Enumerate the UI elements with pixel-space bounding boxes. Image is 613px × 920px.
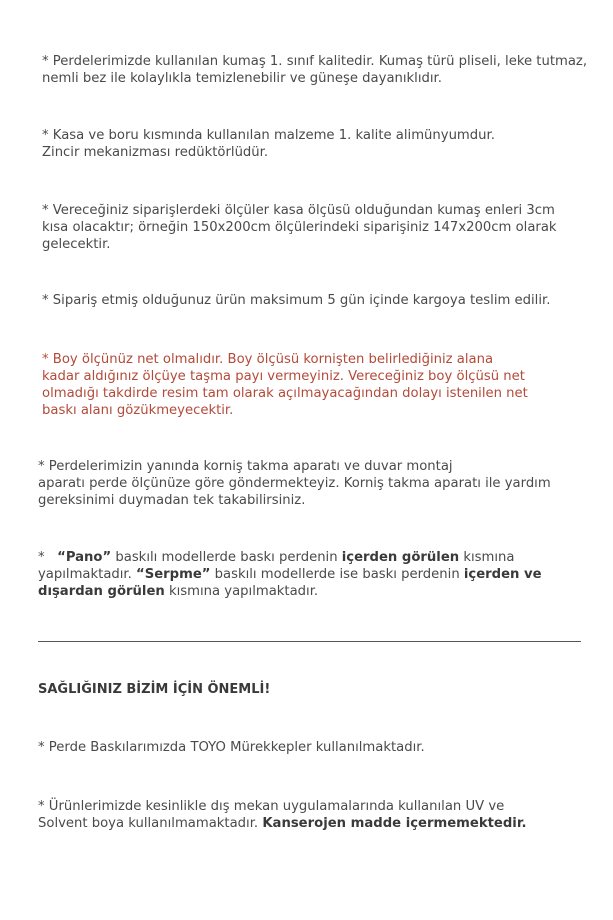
print-model-text-5: kısmına yapılmaktadır. bbox=[164, 584, 319, 599]
fabric-quality-paragraph bbox=[42, 53, 587, 87]
height-warning-line-1: * Boy ölçünüz net olmalıdır. Boy ölçüsü kornişten belirlediğiniz alana bbox=[42, 352, 494, 367]
size-note-line-2: kısa olacaktır; örneğin 150x200cm ölçülerindeki siparişiniz 147x200cm olarak bbox=[42, 220, 557, 235]
frame-material-paragraph bbox=[42, 127, 495, 161]
frame-material-line-1: * Kasa ve boru kısmında kullanılan malzeme 1. kalite alimünyumdur. bbox=[42, 128, 495, 143]
section-divider bbox=[38, 641, 581, 642]
print-model-text-3: yapılmaktadır. bbox=[38, 567, 137, 582]
mounting-apparatus-paragraph bbox=[38, 458, 551, 509]
print-model-text-4: baskılı modellerde ise baskı perdenin bbox=[210, 567, 464, 582]
shipping-line-1: * Sipariş etmiş olduğunuz ürün maksimum 5 gün içinde kargoya teslim edilir. bbox=[42, 293, 551, 308]
inside-visible-label: içerden görülen bbox=[341, 550, 460, 565]
print-model-line-2 bbox=[38, 566, 542, 583]
pano-label: “Pano” bbox=[57, 550, 112, 565]
ink-paragraph bbox=[38, 739, 425, 756]
solvent-paragraph bbox=[38, 798, 526, 832]
fabric-quality-line-1: * Perdelerimizde kullanılan kumaş 1. sınıf kalitedir. Kumaş türü pliseli, leke tutmaz, bbox=[42, 54, 588, 69]
health-heading: SAĞLIĞINIZ BİZİM İÇİN ÖNEMLİ! bbox=[38, 682, 271, 697]
height-warning-paragraph bbox=[42, 351, 528, 419]
fabric-quality-line-2: nemli bez ile kolaylıkla temizlenebilir ve güneşe dayanıklıdır. bbox=[42, 71, 442, 86]
mounting-apparatus-line-2: aparatı perde ölçünüze göre göndermekteyiz. Korniş takma aparatı ile yardım bbox=[38, 476, 551, 491]
solvent-line-2 bbox=[38, 815, 526, 832]
solvent-text: Solvent boya kullanılmamaktadır. bbox=[38, 816, 263, 831]
size-note-line-1: * Vereceğiniz siparişlerdeki ölçüler kasa ölçüsü olduğundan kumaş enleri 3cm bbox=[42, 203, 555, 218]
shipping-paragraph bbox=[42, 292, 550, 309]
print-model-line-3 bbox=[38, 583, 542, 600]
outside-visible-label: dışardan görülen bbox=[38, 584, 165, 599]
print-model-paragraph bbox=[38, 549, 542, 600]
frame-material-line-2: Zincir mekanizması redüktörlüdür. bbox=[42, 145, 269, 160]
height-warning-line-3: olmadığı takdirde resim tam olarak açılmayacağından dolayı istenilen net bbox=[42, 386, 528, 401]
solvent-line-1: * Ürünlerimizde kesinlikle dış mekan uygulamalarında kullanılan UV ve bbox=[38, 799, 505, 814]
size-note-line-3: gelecektir. bbox=[42, 237, 111, 252]
ink-line-1: * Perde Baskılarımızda TOYO Mürekkepler kullanılmaktadır. bbox=[38, 740, 425, 755]
carcinogen-free-label: Kanserojen madde içermemektedir. bbox=[262, 816, 527, 831]
print-model-bullet: * bbox=[38, 550, 58, 565]
mounting-apparatus-line-3: gereksinimi duymadan tek takabilirsiniz. bbox=[38, 493, 306, 508]
height-warning-line-2: kadar aldığınız ölçüye taşma payı vermeyiniz. Vereceğiniz boy ölçüsü net bbox=[42, 369, 525, 384]
print-model-line-1 bbox=[38, 549, 542, 566]
size-note-paragraph bbox=[42, 202, 557, 253]
height-warning-line-4: baskı alanı gözükmeyecektir. bbox=[42, 403, 234, 418]
print-model-text-1: baskılı modellerde baskı perdenin bbox=[111, 550, 342, 565]
inside-and-label: içerden ve bbox=[463, 567, 542, 582]
serpme-label: “Serpme” bbox=[136, 567, 211, 582]
mounting-apparatus-line-1: * Perdelerimizin yanında korniş takma aparatı ve duvar montaj bbox=[38, 459, 453, 474]
print-model-text-2: kısmına bbox=[459, 550, 515, 565]
